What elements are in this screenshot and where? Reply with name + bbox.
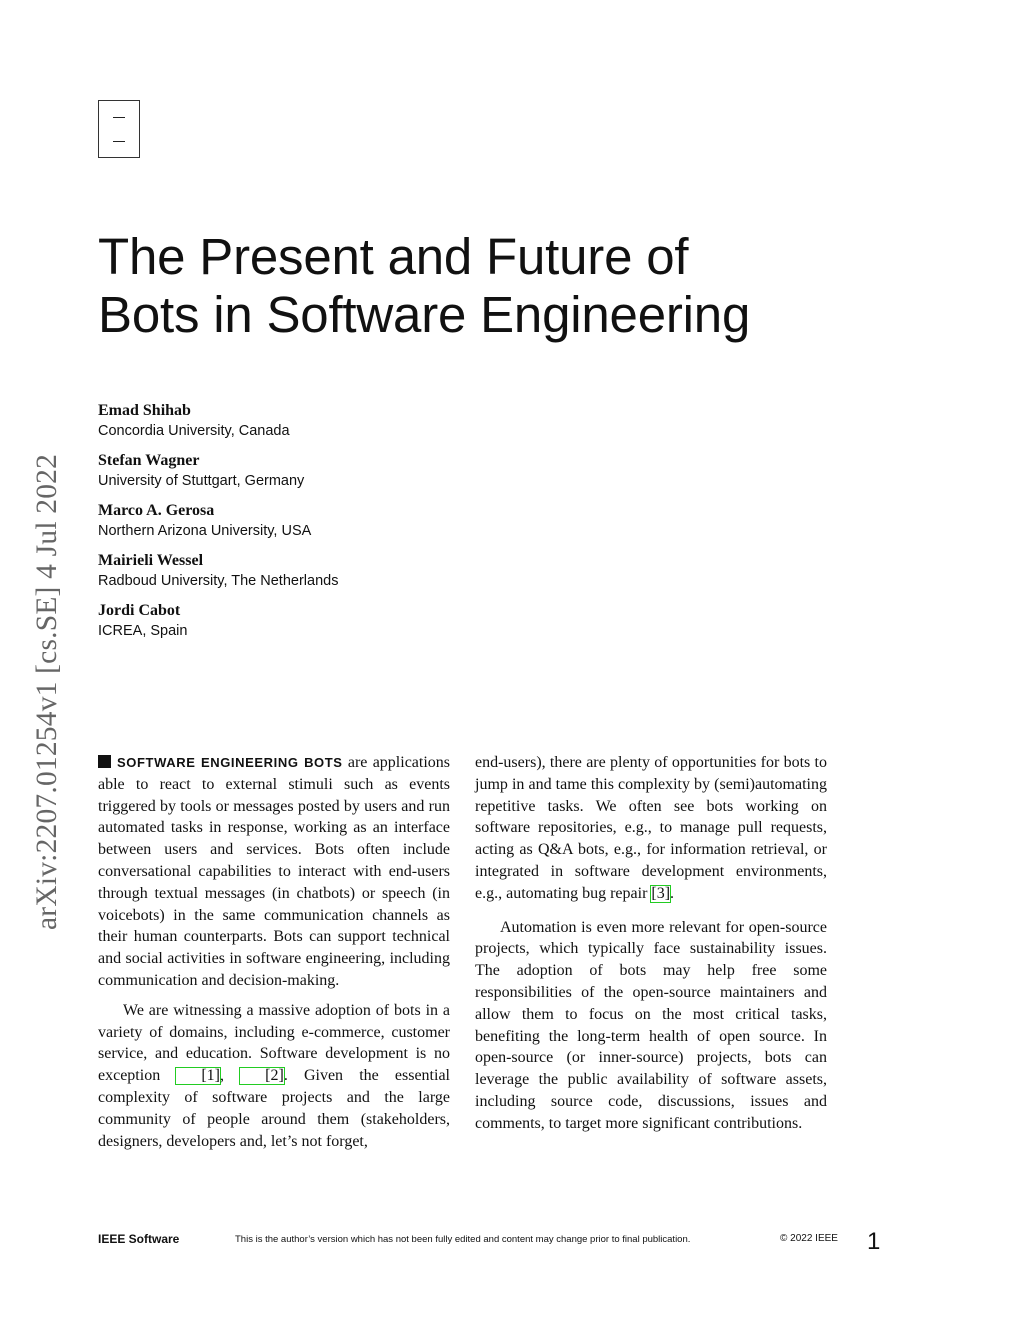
- section-marker-square: [98, 755, 111, 768]
- author-name: Mairieli Wessel: [98, 552, 204, 569]
- author-affiliation: ICREA, Spain: [98, 623, 188, 639]
- lead-in-smallcaps: SOFTWARE ENGINEERING BOTS: [117, 755, 343, 770]
- citation-link[interactable]: [3]: [651, 884, 671, 902]
- paragraph-text: . Given the essential complexity of software projects and the large community of people around them (stakeholders, designers, developers and, let’s not forget,: [98, 1067, 450, 1150]
- paragraph-opportunities: [475, 752, 827, 905]
- page-number: 1: [867, 1228, 881, 1255]
- author-entry: [98, 600, 598, 650]
- paragraph-text: .: [670, 884, 675, 902]
- author-name: Jordi Cabot: [98, 602, 181, 619]
- citation-link[interactable]: [2]: [240, 1068, 284, 1084]
- paragraph-adoption: [98, 1000, 450, 1153]
- footer-version-note: This is the author’s version which has not been fully edited and content may change prior to final publication.: [235, 1234, 691, 1245]
- author-entry: [98, 500, 598, 550]
- body-column-left: [98, 752, 450, 1152]
- author-entry: [98, 450, 598, 500]
- author-entry: [98, 550, 598, 600]
- dash-mark: [113, 141, 125, 142]
- author-name: Stefan Wagner: [98, 452, 200, 469]
- paragraph-intro: [98, 752, 450, 992]
- author-name: Emad Shihab: [98, 402, 191, 419]
- author-list: [98, 400, 598, 650]
- author-entry: [98, 400, 598, 450]
- separator-text: ,: [220, 1067, 241, 1085]
- author-affiliation: Radboud University, The Netherlands: [98, 573, 339, 589]
- header-placeholder-box: [98, 100, 140, 158]
- paragraph-open-source: Automation is even more relevant for open-source projects, which typically face sustainability issues. The adoption of bots may help free some responsibilities of the open-source maintainers and allow them to focus on the most critical tasks, benefiting the long-term health of open source. In open-source (or inner-source) projects, bots can leverage the public availability of software assets, including source code, discussions, issues and comments, to target more significant contributions.: [475, 918, 827, 1132]
- dash-mark: [113, 117, 125, 118]
- body-column-right: [475, 752, 827, 1135]
- arxiv-identifier[interactable]: arXiv:2207.01254v1 [cs.SE] 4 Jul 2022: [31, 453, 63, 930]
- paragraph-text: We are witnessing a massive adoption of bots in a variety of domains, including e-commerce, customer service, and education. Software development is no exception: [98, 1001, 450, 1085]
- footer-copyright: © 2022 IEEE: [780, 1233, 838, 1244]
- paragraph-text: are applications able to react to external stimuli such as events triggered by tools or messages posted by users and run automated tasks in response, working as an interface between users and services. Bots often include conversational capabilities to interact with end-users through textual messages (in chatbots) or speech (in voicebots) in the same communication channels as their human counterparts. Bots can support technical and social activities in software engineering, including communication and decision-making.: [98, 754, 451, 989]
- paragraph-text: end-users), there are plenty of opportunities for bots to jump in and tame this complexity by (semi)automating repetitive tasks. We often see bots working on software repositories, e.g., to manage pull requests, acting as Q&A bots, e.g., for information retrieval, or integrated in software development environments, e.g., automating bug repair: [475, 754, 827, 902]
- paper-title: [98, 228, 858, 344]
- title-line-2: Bots in Software Engineering: [98, 286, 751, 343]
- author-name: Marco A. Gerosa: [98, 502, 215, 519]
- citation-link[interactable]: [1]: [176, 1068, 220, 1084]
- author-affiliation: University of Stuttgart, Germany: [98, 473, 305, 489]
- author-affiliation: Concordia University, Canada: [98, 423, 290, 439]
- footer-journal-name: IEEE Software: [98, 1232, 180, 1246]
- title-line-1: The Present and Future of: [98, 228, 689, 285]
- author-affiliation: Northern Arizona University, USA: [98, 523, 312, 539]
